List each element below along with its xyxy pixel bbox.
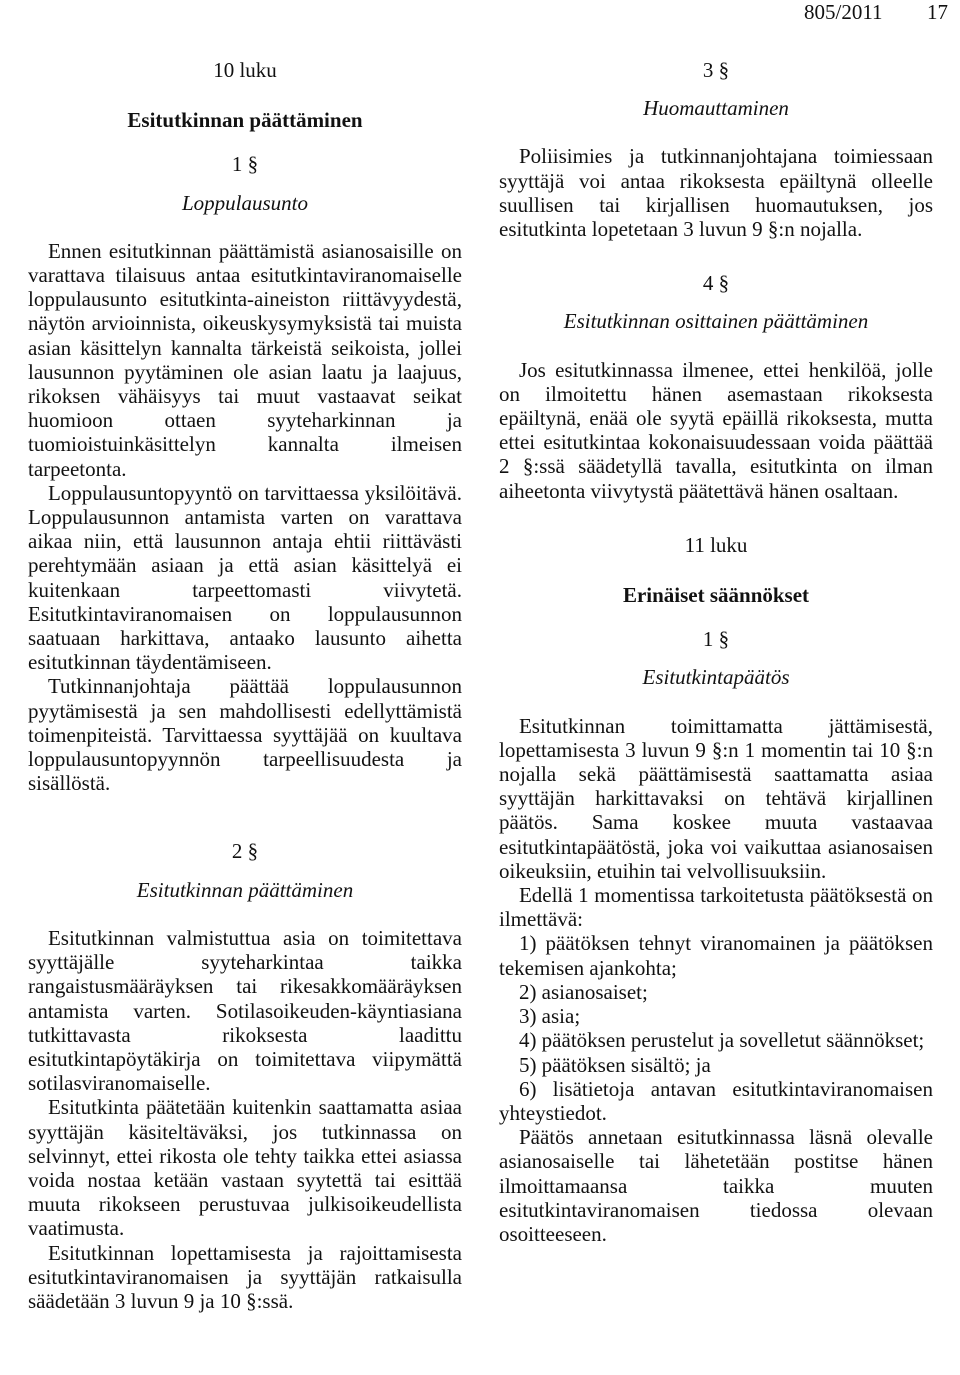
list-item: 4) päätöksen perustelut ja sovelletut säännökset; bbox=[518, 1028, 925, 1053]
paragraph: Päätös annetaan esitutkinnassa läsnä olevalle asianosaiselle tai lähetetään postitse hänen ilmoittamaansa taikka muuten esitutkintaviranomaisen tiedossa olevaan osoitteeseen. bbox=[499, 1125, 933, 1246]
paragraph: Poliisimies ja tutkinnanjohtajana toimiessaan syyttäjä voi antaa rikoksesta epäiltynä olleelle suullisen tai kirjallisen huomautuksen, jos esitutkinta lopetetaan 3 luvun 9 §:n nojalla. bbox=[499, 144, 933, 242]
paragraph: Esitutkinnan toimittamatta jättämisestä, lopettamisesta 3 luvun 9 §:n 1 momentin tai 10 §:n nojalla sekä päättämisestä saattamatta asiaa syyttäjän harkittavaksi on tehtävä kirjallinen päätös. Sama koskee muuta vastaavaa esitutkintapäätöstä, joka voi vaikuttaa asianosaisen oikeuksiin, etuihin tai velvollisuuksiin. bbox=[499, 713, 933, 883]
list-item: 3) asia; bbox=[518, 1004, 581, 1029]
paragraph: Jos esitutkinnassa ilmenee, ettei henkilöä, jolle on ilmoitettu hänen asemastaan rikoksesta epäiltynä, enää ole syytä epäillä rikoksesta, mutta ettei esitutkintaa kokonaisuudessaan voida päättää 2 §:ssä säädetyllä tavalla, esitutkinta on ilman aiheetonta viivytystä päätettävä hänen osaltaan. bbox=[499, 357, 933, 503]
list-item: 1) päätöksen tehnyt viranomainen ja päätöksen tekemisen ajankohta; bbox=[499, 931, 933, 980]
section-number: 1 § bbox=[231, 152, 259, 177]
section-title: Esitutkintapäätös bbox=[642, 665, 790, 690]
right-column bbox=[499, 58, 933, 1246]
list-item: 6) lisätietoja antavan esitutkintaviranomaisen yhteystiedot. bbox=[499, 1076, 933, 1125]
decision-items-list bbox=[499, 931, 933, 1125]
paragraph: Esitutkinnan lopettamisesta ja rajoittamisesta esitutkintaviranomaisen ja syyttäjän ratkaisulla säädetään 3 luvun 9 ja 10 §:ssä. bbox=[28, 1240, 462, 1313]
list-item: 2) asianosaiset; bbox=[518, 979, 648, 1004]
section-number: 2 § bbox=[231, 839, 259, 864]
paragraph: Tutkinnanjohtaja päättää loppulausunnon pyytämisestä ja sen mahdollisesti edellyttämistä toimenpiteistä. Tarvittaessa syyttäjää on kuultava loppulausuntopyynnön tarpeellisuudesta ja sisällöstä. bbox=[28, 674, 462, 796]
paragraph: Esitutkinnan valmistuttua asia on toimitettava syyttäjälle syyteharkintaa taikka rangaistusmääräyksen tai rikesakkomääräyksen antamista varten. Sotilasoikeuden-käyntiasiana tutkittavasta rikoksesta laadittu esitutkintapöytäkirja on toimitettava viipymättä sotilasviranomaiselle. bbox=[28, 925, 462, 1096]
page-number: 17 bbox=[927, 0, 948, 24]
document-number: 805/2011 bbox=[804, 0, 883, 24]
chapter-heading: 11 luku bbox=[684, 532, 748, 557]
section-number: 1 § bbox=[702, 627, 730, 652]
paragraph: Esitutkinta päätetään kuitenkin saattamatta asiaa syyttäjän käsiteltäväksi, jos tutkinnassa on selvinnyt, ettei rikosta ole tehty taikka ettei asiassa voida nostaa ketään vastaan syytettä tai esittää muuta rikokseen perustuvaa julkisoikeudellista vaatimusta. bbox=[28, 1095, 462, 1241]
section-title: Loppulausunto bbox=[181, 190, 309, 215]
section-title: Huomauttaminen bbox=[643, 96, 789, 121]
section-title: Esitutkinnan päättäminen bbox=[136, 877, 354, 902]
paragraph: Loppulausuntopyyntö on tarvittaessa yksilöitävä. Loppulausunnon antamista varten on varattava aikaa niin, että lausunnon antaja ehtii riittävästi perehtymään asiaan ja että asian käsittelyä ei kuitenkaan tarpeettomasti viivytetä. Esitutkintaviranomaisen on loppulausunnon saatuaan harkittava, antaako lausunto aihetta esitutkinnan täydentämiseen. bbox=[28, 480, 462, 675]
chapter-title: Erinäiset säännökset bbox=[622, 583, 810, 608]
paragraph: Edellä 1 momentissa tarkoitetusta päätöksestä on ilmettävä: bbox=[499, 883, 933, 932]
left-column bbox=[28, 58, 462, 1313]
page-header bbox=[0, 0, 960, 26]
chapter-heading: 10 luku bbox=[213, 58, 277, 82]
list-item: 5) päätöksen sisältö; ja bbox=[518, 1052, 711, 1077]
section-number: 3 § bbox=[702, 58, 730, 82]
section-title: Esitutkinnan osittainen päättäminen bbox=[563, 309, 869, 334]
section-number: 4 § bbox=[702, 271, 730, 296]
chapter-title: Esitutkinnan päättäminen bbox=[127, 108, 363, 133]
paragraph: Ennen esitutkinnan päättämistä asianosaisille on varattava tilaisuus antaa esitutkintaviranomaiselle loppulausunto esitutkinta-aineiston riittävyydestä, näytön arvioinnista, oikeuskysymyksistä tai muista asian käsittelyn kannalta tärkeistä seikoista, jollei lausunnon pyytäminen ole asian laatu ja laajuus, rikoksen vähäisyys tai muut vastaavat seikat huomioon ottaen syyteharkinnan ja tuomioistuinkäsittelyn kannalta ilmeisen tarpeetonta. bbox=[28, 238, 462, 481]
